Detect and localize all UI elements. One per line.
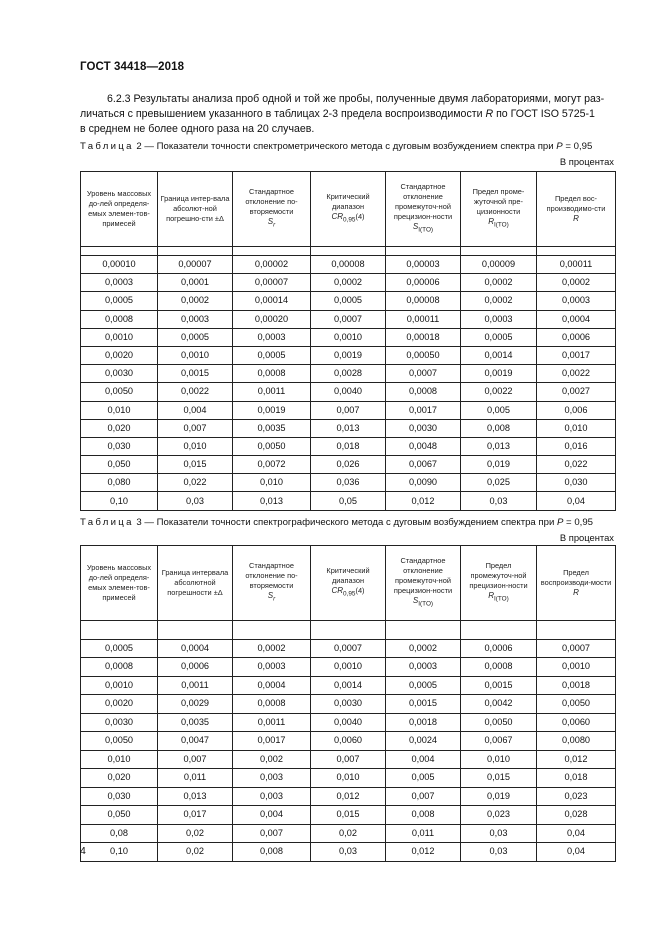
table-cell: 0,0010 (537, 658, 616, 677)
paragraph-line: личаться с превышением указанного в таблицах 2-3 предела воспроизводимости R по ГОСТ ISO 5725-1 (80, 108, 595, 121)
table-cell: 0,0001 (158, 274, 233, 292)
table-cell: 0,013 (233, 492, 311, 510)
table-row (81, 695, 616, 714)
table-cell: 0,00008 (386, 292, 461, 310)
table-cell: 0,005 (386, 769, 461, 788)
table-cell: 0,0040 (311, 713, 386, 732)
table-cell: 0,010 (81, 401, 158, 419)
table-cell: 0,0010 (81, 328, 158, 346)
table-cell: 0,0017 (537, 346, 616, 364)
table-row (81, 787, 616, 806)
table-cell: 0,0004 (158, 639, 233, 658)
header-spacer-row (81, 247, 616, 256)
table-2 (80, 171, 616, 511)
table-cell: 0,018 (537, 769, 616, 788)
table-cell: 0,0003 (386, 658, 461, 677)
header-error-bound: Граница интервала абсолютной погрешности ±Δ (158, 546, 233, 621)
table-cell: 0,0006 (461, 639, 537, 658)
header-level: Уровень массовых до-лей определя-емых элемен-тов-примесей (81, 546, 158, 621)
table-cell: 0,02 (158, 843, 233, 862)
table-cell: 0,0007 (386, 365, 461, 383)
header-reproducibility: Предел воспроизводи-мости R (537, 546, 616, 621)
table-cell: 0,04 (537, 492, 616, 510)
table-cell: 0,010 (461, 750, 537, 769)
table-cell: 0,00018 (386, 328, 461, 346)
table-cell: 0,0008 (461, 658, 537, 677)
table-row (81, 713, 616, 732)
table-cell: 0,0060 (311, 732, 386, 751)
spacer-cell (386, 621, 461, 640)
table-cell: 0,0007 (537, 639, 616, 658)
table-cell: 0,004 (386, 750, 461, 769)
table-row (81, 750, 616, 769)
table-cell: 0,0005 (311, 292, 386, 310)
table-cell: 0,0010 (311, 328, 386, 346)
table-cell: 0,0015 (386, 695, 461, 714)
table-cell: 0,0008 (233, 365, 311, 383)
table-cell: 0,026 (311, 456, 386, 474)
spacer-cell (461, 247, 537, 256)
table-cell: 0,00003 (386, 256, 461, 274)
table-cell: 0,013 (461, 437, 537, 455)
table-cell: 0,004 (158, 401, 233, 419)
spacer-cell (461, 621, 537, 640)
table-cell: 0,00050 (386, 346, 461, 364)
table-row (81, 310, 616, 328)
table-cell: 0,0030 (81, 713, 158, 732)
table-cell: 0,0019 (233, 401, 311, 419)
table-cell: 0,007 (158, 419, 233, 437)
table-cell: 0,0022 (537, 365, 616, 383)
table-cell: 0,0018 (386, 713, 461, 732)
table-cell: 0,013 (311, 419, 386, 437)
spacer-cell (537, 247, 616, 256)
table-row (81, 843, 616, 862)
table-row (81, 732, 616, 751)
table-cell: 0,080 (81, 474, 158, 492)
header-reproducibility: Предел вос-производимо-сти R (537, 172, 616, 247)
table-cell: 0,0067 (461, 732, 537, 751)
table-cell: 0,010 (158, 437, 233, 455)
table-cell: 0,0003 (233, 658, 311, 677)
table-cell: 0,0017 (233, 732, 311, 751)
table-cell: 0,0020 (81, 346, 158, 364)
header-spacer-row (81, 621, 616, 640)
table-cell: 0,0008 (233, 695, 311, 714)
table-cell: 0,00014 (233, 292, 311, 310)
table-cell: 0,007 (386, 787, 461, 806)
table-row (81, 346, 616, 364)
table-row (81, 328, 616, 346)
table-row (81, 437, 616, 455)
table-cell: 0,0067 (386, 456, 461, 474)
table-cell: 0,028 (537, 806, 616, 825)
table-cell: 0,015 (461, 769, 537, 788)
table-cell: 0,0015 (461, 676, 537, 695)
table-cell: 0,03 (158, 492, 233, 510)
table-cell: 0,0011 (158, 676, 233, 695)
table-cell: 0,023 (537, 787, 616, 806)
table-cell: 0,03 (461, 492, 537, 510)
table-cell: 0,023 (461, 806, 537, 825)
table-cell: 0,0022 (461, 383, 537, 401)
table-cell: 0,0004 (233, 676, 311, 695)
header-repeatability: Стандартное отклонение по-вторяемости $S_r$ (233, 546, 311, 621)
table-cell: 0,003 (233, 787, 311, 806)
table-cell: 0,011 (386, 824, 461, 843)
table-cell: 0,02 (311, 824, 386, 843)
table-cell: 0,0005 (81, 639, 158, 658)
table-cell: 0,00011 (386, 310, 461, 328)
table-cell: 0,0035 (158, 713, 233, 732)
table-cell: 0,0050 (81, 383, 158, 401)
table-cell: 0,0008 (81, 310, 158, 328)
table-cell: 0,030 (537, 474, 616, 492)
table-cell: 0,022 (537, 456, 616, 474)
table-cell: 0,017 (158, 806, 233, 825)
table-cell: 0,10 (81, 492, 158, 510)
table-cell: 0,0002 (461, 292, 537, 310)
table-row (81, 492, 616, 510)
table-cell: 0,05 (311, 492, 386, 510)
table-row (81, 274, 616, 292)
section-paragraph (80, 92, 615, 138)
table-cell: 0,007 (158, 750, 233, 769)
table-cell: 0,0007 (311, 639, 386, 658)
table-cell: 0,0003 (233, 328, 311, 346)
table-cell: 0,0020 (81, 695, 158, 714)
spacer-cell (158, 621, 233, 640)
table-cell: 0,0035 (233, 419, 311, 437)
table-cell: 0,011 (158, 769, 233, 788)
table-cell: 0,0017 (386, 401, 461, 419)
table-cell: 0,012 (537, 750, 616, 769)
table-cell: 0,0010 (158, 346, 233, 364)
table-cell: 0,0006 (537, 328, 616, 346)
table-row (81, 419, 616, 437)
table-row (81, 658, 616, 677)
spacer-cell (81, 247, 158, 256)
table-cell: 0,0003 (158, 310, 233, 328)
table-cell: 0,0008 (386, 383, 461, 401)
header-critical-range: Критический диапазон $CR_{0,95}(4)$ (311, 172, 386, 247)
table-cell: 0,0048 (386, 437, 461, 455)
table-cell: 0,002 (233, 750, 311, 769)
spacer-cell (233, 247, 311, 256)
table-cell: 0,0008 (81, 658, 158, 677)
table-cell: 0,0080 (537, 732, 616, 751)
table-cell: 0,0002 (461, 274, 537, 292)
table-cell: 0,012 (386, 843, 461, 862)
table-cell: 0,0010 (81, 676, 158, 695)
table-cell: 0,008 (386, 806, 461, 825)
table-cell: 0,0002 (537, 274, 616, 292)
table-cell: 0,012 (386, 492, 461, 510)
table-cell: 0,0050 (233, 437, 311, 455)
table-cell: 0,0002 (386, 639, 461, 658)
table-row (81, 676, 616, 695)
header-intermediate-limit: Предел проме-жуточной пре-цизионности $R_{I(TO)}$ (461, 172, 537, 247)
table-cell: 0,010 (537, 419, 616, 437)
table-cell: 0,020 (81, 419, 158, 437)
table-cell: 0,00010 (81, 256, 158, 274)
table-cell: 0,019 (461, 456, 537, 474)
spacer-cell (311, 621, 386, 640)
header-critical-range: Критический диапазон $CR_{0,95}(4)$ (311, 546, 386, 621)
table-cell: 0,0004 (537, 310, 616, 328)
table-cell: 0,00006 (386, 274, 461, 292)
table-cell: 0,036 (311, 474, 386, 492)
table-cell: 0,00009 (461, 256, 537, 274)
table-cell: 0,010 (233, 474, 311, 492)
table-cell: 0,0072 (233, 456, 311, 474)
table-cell: 0,0050 (461, 713, 537, 732)
table-2-caption: Таблица 2 — Показатели точности спектрометрического метода с дуговым возбуждением спектра при P = 0,95 (80, 141, 593, 152)
table-cell: 0,007 (233, 824, 311, 843)
table-cell: 0,0006 (158, 658, 233, 677)
table-row (81, 474, 616, 492)
table-row (81, 639, 616, 658)
header-error-bound: Граница интер-вала абсолют-ной погрешно-сти ±Δ (158, 172, 233, 247)
table-cell: 0,04 (537, 843, 616, 862)
table-cell: 0,03 (461, 843, 537, 862)
table-cell: 0,10 (81, 843, 158, 862)
table-cell: 0,00020 (233, 310, 311, 328)
table-cell: 0,00008 (311, 256, 386, 274)
table-cell: 0,013 (158, 787, 233, 806)
table-cell: 0,0090 (386, 474, 461, 492)
spacer-cell (233, 621, 311, 640)
table-cell: 0,020 (81, 769, 158, 788)
table-cell: 0,0005 (81, 292, 158, 310)
table-cell: 0,018 (311, 437, 386, 455)
table-cell: 0,0030 (386, 419, 461, 437)
table-row (81, 769, 616, 788)
table-cell: 0,0027 (537, 383, 616, 401)
spacer-cell (158, 247, 233, 256)
table-cell: 0,0028 (311, 365, 386, 383)
table-cell: 0,007 (311, 750, 386, 769)
table-cell: 0,015 (158, 456, 233, 474)
table-cell: 0,006 (537, 401, 616, 419)
r-symbol: R (485, 108, 494, 121)
table-cell: 0,019 (461, 787, 537, 806)
paragraph-line: в среднем не более одного раза на 20 случаев. (80, 123, 315, 136)
table-cell: 0,03 (461, 824, 537, 843)
table-cell: 0,0005 (461, 328, 537, 346)
table-cell: 0,0003 (81, 274, 158, 292)
table-cell: 0,0060 (537, 713, 616, 732)
table-3-units: В процентах (559, 532, 614, 543)
table-cell: 0,03 (311, 843, 386, 862)
table-cell: 0,008 (233, 843, 311, 862)
table-cell: 0,0015 (158, 365, 233, 383)
table-cell: 0,0040 (311, 383, 386, 401)
spacer-cell (81, 621, 158, 640)
table-cell: 0,0047 (158, 732, 233, 751)
table-cell: 0,022 (158, 474, 233, 492)
table-row (81, 456, 616, 474)
header-repeatability: Стандартное отклонение по-вторяемости $S_r$ (233, 172, 311, 247)
table-cell: 0,0018 (537, 676, 616, 695)
table-cell: 0,0011 (233, 383, 311, 401)
table-cell: 0,0029 (158, 695, 233, 714)
table-cell: 0,0022 (158, 383, 233, 401)
table-row (81, 383, 616, 401)
table-cell: 0,050 (81, 806, 158, 825)
table-cell: 0,010 (311, 769, 386, 788)
table-cell: 0,025 (461, 474, 537, 492)
table-cell: 0,0042 (461, 695, 537, 714)
table-row (81, 401, 616, 419)
table-cell: 0,0024 (386, 732, 461, 751)
spacer-cell (311, 247, 386, 256)
document-code: ГОСТ 34418—2018 (80, 61, 185, 73)
table-cell: 0,003 (233, 769, 311, 788)
header-intermediate-sd: Стандартное отклонение промежуточ-ной прецизион-ности $S_{I(TO)}$ (386, 546, 461, 621)
table-cell: 0,0030 (81, 365, 158, 383)
table-cell: 0,030 (81, 437, 158, 455)
header-intermediate-sd: Стандартное отклонение промежуточ-ной прецизион-ности $S_{I(TO)}$ (386, 172, 461, 247)
table-3-caption: Таблица 3 — Показатели точности спектрографического метода с дуговым возбуждением спектра при P = 0,95 (80, 517, 593, 528)
page-number: 4 (80, 845, 86, 857)
table-cell: 0,02 (158, 824, 233, 843)
table-cell: 0,012 (311, 787, 386, 806)
table-cell: 0,010 (81, 750, 158, 769)
table-cell: 0,0050 (81, 732, 158, 751)
header-intermediate-limit: Предел промежуточ-ной прецизион-ности $R_{I(TO)}$ (461, 546, 537, 621)
table-2-units: В процентах (559, 156, 614, 167)
table-cell: 0,008 (461, 419, 537, 437)
header-level: Уровень массовых до-лей определя-емых элемен-тов-примесей (81, 172, 158, 247)
table-cell: 0,0014 (311, 676, 386, 695)
paragraph-line: 6.2.3 Результаты анализа проб одной и той же пробы, полученные двумя лабораториями, могут раз- (107, 93, 605, 105)
table-cell: 0,0002 (311, 274, 386, 292)
table-row (81, 292, 616, 310)
table-cell: 0,0014 (461, 346, 537, 364)
table-cell: 0,0002 (233, 639, 311, 658)
table-cell: 0,0005 (158, 328, 233, 346)
table-cell: 0,0003 (461, 310, 537, 328)
table-cell: 0,015 (311, 806, 386, 825)
table-cell: 0,00011 (537, 256, 616, 274)
table-cell: 0,0030 (311, 695, 386, 714)
table-cell: 0,0003 (537, 292, 616, 310)
table-cell: 0,0002 (158, 292, 233, 310)
spacer-cell (537, 621, 616, 640)
table-cell: 0,0010 (311, 658, 386, 677)
table-row (81, 824, 616, 843)
table-row (81, 806, 616, 825)
spacer-cell (386, 247, 461, 256)
table-cell: 0,04 (537, 824, 616, 843)
table-cell: 0,0007 (311, 310, 386, 328)
table-cell: 0,00007 (158, 256, 233, 274)
table-cell: 0,030 (81, 787, 158, 806)
table-cell: 0,004 (233, 806, 311, 825)
table-cell: 0,00002 (233, 256, 311, 274)
table-cell: 0,0005 (386, 676, 461, 695)
table-cell: 0,0050 (537, 695, 616, 714)
table-row (81, 365, 616, 383)
table-cell: 0,0019 (311, 346, 386, 364)
table-row (81, 256, 616, 274)
table-cell: 0,005 (461, 401, 537, 419)
table-cell: 0,00007 (233, 274, 311, 292)
table-cell: 0,08 (81, 824, 158, 843)
table-3 (80, 545, 616, 862)
table-cell: 0,007 (311, 401, 386, 419)
table-cell: 0,0019 (461, 365, 537, 383)
table-cell: 0,016 (537, 437, 616, 455)
table-cell: 0,0005 (233, 346, 311, 364)
table-cell: 0,0011 (233, 713, 311, 732)
table-cell: 0,050 (81, 456, 158, 474)
